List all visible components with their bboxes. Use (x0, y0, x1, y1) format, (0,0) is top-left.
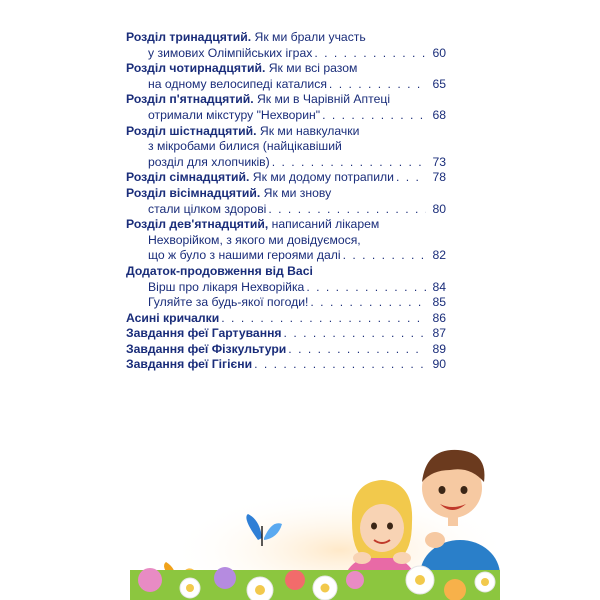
chapter-description: Як ми в Чарівній Аптеці (253, 92, 391, 107)
page-number: 82 (432, 248, 446, 263)
table-of-contents (126, 30, 446, 373)
leader-dots (288, 342, 426, 358)
chapter-title: Розділ тринадцятий. (126, 30, 252, 44)
toc-line (126, 30, 446, 46)
chapter-description: розділ для хлопчиків) (148, 154, 270, 169)
toc-line (126, 170, 446, 186)
chapter-title: Розділ п'ятнадцятий. (126, 92, 254, 107)
toc-line (126, 280, 446, 296)
toc-entry (126, 186, 446, 217)
leader-dots (343, 248, 426, 264)
chapter-description: Вірш про лікаря Нехворійка (148, 279, 305, 294)
toc-entry (126, 326, 446, 342)
chapter-title: Розділ вісімнадцятий. (126, 185, 261, 200)
chapter-description: з мікробами билися (найцікавіший (148, 139, 342, 154)
chapter-description: Як ми брали участь (251, 30, 366, 44)
page-number: 73 (432, 154, 446, 169)
chapter-title: Асині кричалки (126, 310, 220, 325)
page-number: 87 (432, 326, 446, 341)
toc-entry (126, 30, 446, 61)
chapter-description: що ж було з нашими героями далі (148, 248, 341, 263)
chapter-title: Завдання феї Фізкультури (126, 341, 287, 356)
chapter-title: Розділ дев'ятнадцятий, (126, 217, 269, 232)
toc-line (126, 92, 446, 108)
page-number: 89 (432, 341, 446, 356)
toc-line (126, 248, 446, 264)
chapter-description: отримали мікстуру "Нехворин" (148, 107, 321, 122)
toc-line (126, 155, 446, 171)
toc-line (126, 186, 446, 202)
toc-line (126, 61, 446, 77)
leader-dots (310, 295, 426, 311)
toc-entry (126, 170, 446, 186)
toc-line (126, 311, 446, 327)
toc-line (126, 233, 446, 249)
leader-dots (396, 170, 426, 186)
leader-dots (284, 326, 426, 342)
page-number: 78 (432, 170, 446, 185)
page-number: 68 (432, 107, 446, 122)
toc-line (126, 77, 446, 93)
toc-line (126, 295, 446, 311)
chapter-description: Як ми додому потрапили (249, 170, 394, 185)
page-number: 65 (432, 76, 446, 91)
toc-entry (126, 342, 446, 358)
leader-dots (322, 108, 426, 124)
chapter-title: Завдання феї Гартування (126, 326, 282, 341)
toc-line (126, 264, 446, 280)
page-number: 85 (432, 295, 446, 310)
page-number: 90 (432, 357, 446, 372)
chapter-description: у зимових Олімпійських іграх (148, 45, 313, 60)
children-flowers-illustration (130, 430, 500, 600)
toc-entry (126, 92, 446, 123)
toc-entry (126, 357, 446, 373)
leader-dots (254, 357, 426, 373)
toc-line (126, 202, 446, 218)
toc-line (126, 139, 446, 155)
chapter-description: на одному велосипеді каталися (148, 76, 327, 91)
chapter-description: написаний лікарем (268, 217, 380, 232)
page-number: 60 (432, 45, 446, 60)
chapter-title: Розділ шістнадцятий. (126, 123, 257, 138)
toc-entry (126, 217, 446, 264)
chapter-description: Нехворійком, з якого ми довідуємося, (148, 232, 361, 247)
page-number: 80 (432, 201, 446, 216)
chapter-description: Як ми навкулачки (256, 123, 360, 138)
leader-dots (306, 280, 426, 296)
page-number: 84 (432, 279, 446, 294)
chapter-description: Як ми всі разом (265, 61, 358, 76)
toc-entry (126, 124, 446, 171)
chapter-description: стали цілком здорові (148, 201, 267, 216)
toc-line (126, 124, 446, 140)
chapter-title: Завдання феї Гігієни (126, 357, 253, 372)
chapter-title: Розділ сімнадцятий. (126, 170, 250, 185)
leader-dots (314, 46, 426, 62)
leader-dots (268, 202, 426, 218)
toc-line (126, 46, 446, 62)
toc-line (126, 108, 446, 124)
chapter-description: Гуляйте за будь-якої погоди! (148, 295, 309, 310)
toc-line (126, 326, 446, 342)
chapter-title: Додаток-продовження від Васі (126, 263, 313, 278)
toc-line (126, 342, 446, 358)
flower-meadow (130, 566, 500, 600)
leader-dots (329, 77, 426, 93)
toc-line (126, 357, 446, 373)
toc-entry (126, 61, 446, 92)
leader-dots (221, 311, 426, 327)
toc-entry (126, 264, 446, 311)
toc-line (126, 217, 446, 233)
toc-entry (126, 311, 446, 327)
page-number: 86 (432, 310, 446, 325)
chapter-description: Як ми знову (260, 185, 332, 200)
leader-dots (272, 155, 426, 171)
chapter-title: Розділ чотирнадцятий. (126, 61, 266, 76)
